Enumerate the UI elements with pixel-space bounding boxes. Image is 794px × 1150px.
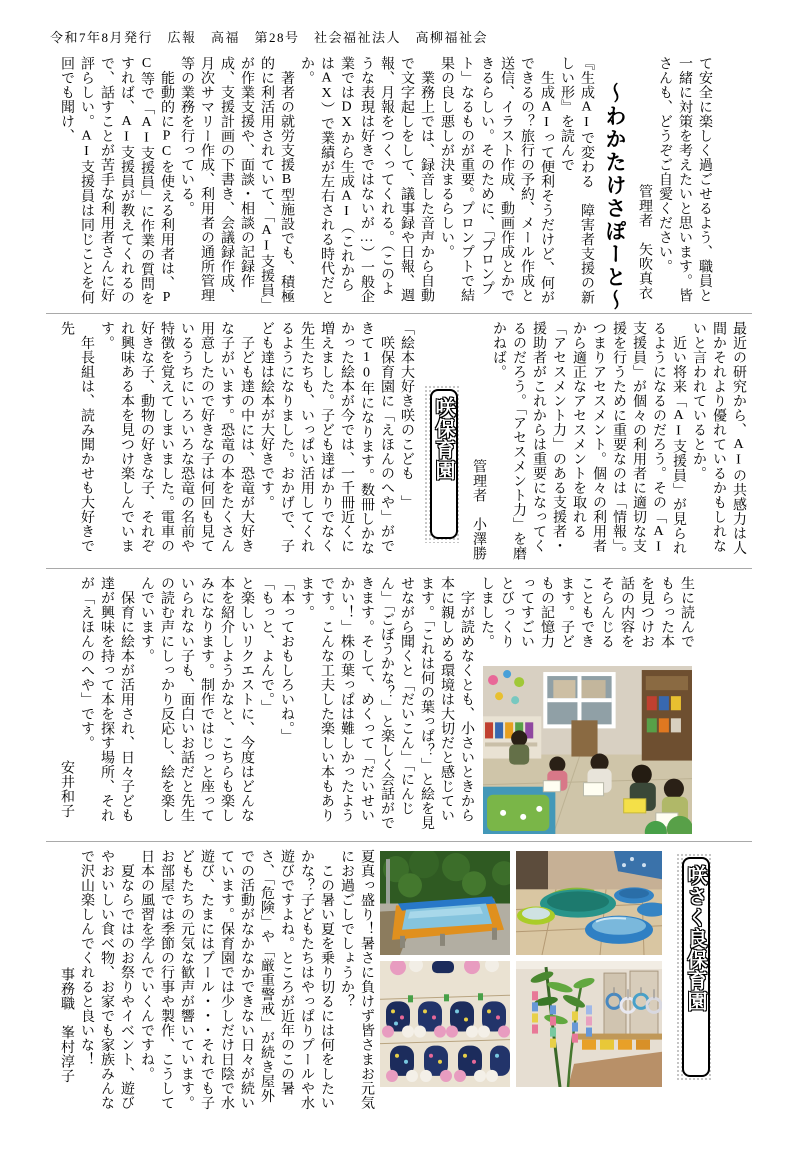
section-saki-hoikuen — [56, 321, 748, 561]
ai-article-paragraph: 近い将来「AI支援員」が見られるようになるのだろう。その「AI支援員」が個々の利用者に適切な支援を行うために重要なのは「情報」。つまりアセスメント。個々の利用者から適正なアセスメントを取れる「アセスメント力」のある支援者・援助者がこれからは重要になってくるのだろう。「アセスメント力」を磨かねば。 — [491, 321, 686, 561]
ehon-article-paragraph: 生に読んでもらった本を見つけお話の内容をそらんじることもできます。子どもの記憶力ってすごいとびっくりしました。 — [479, 576, 694, 649]
section-divider — [46, 841, 752, 842]
section-ehon-continued — [56, 576, 696, 834]
saki-hoikuen-banner-text: 咲保育園 — [430, 389, 458, 539]
ehon-article-paragraph: と楽しいリクエストに、今度はどんな本を紹介しようかなと、こちらも楽しみになります。制作ではじっと座っていられない子も、面白いお話だと先生の読む声にしっかり反応し、絵を楽しんでいます。 — [139, 576, 254, 823]
photo-children-reading — [483, 666, 692, 834]
ehon-article-paragraph: 年長組は、読み聞かせも大好きで先 — [59, 321, 94, 553]
signature-yasui: 安井和子 — [59, 760, 74, 818]
signature-minemura: 事務職 峯村淳子 — [59, 967, 74, 1083]
previous-article-ending: て安全に楽しく過ごせるよう、職員と一緒に対策を考えたいと思います。皆さんも、どうぞご自愛ください。 — [657, 56, 712, 303]
section-divider — [46, 313, 752, 314]
ehon-article-quote: 「もっと、よんで。」 — [259, 576, 274, 714]
ai-article-paragraph: 業務上では、録音した音声から自動で文字起しをして、議事録や日報、週報、月報をつくってくれる。（このような表現は好きではないが…）一般企業ではDXから生成AI（これからはAX）で業績が左右される時代だとか。 — [299, 56, 434, 305]
sakisaku-banner — [676, 853, 712, 1081]
summer-article-paragraph: 夏ならではのお祭りやイベント、遊びやおいしい食べ物、お家でも家族みんなで沢山楽しんでくれると良いな！ — [79, 849, 134, 1110]
photo-crafts — [380, 961, 510, 1087]
photo-basins — [516, 851, 662, 955]
issue-header: 令和7年8月発行 広報 高福 第28号 社会福祉法人 高柳福祉会 — [50, 30, 489, 45]
photo-tanabata — [516, 961, 662, 1087]
ehon-article-paragraph: 字が読めなくとも、小さいときから本に親しめる環境は大切だと感じています。「これは何の葉っぱ？」と絵を見せながら聞くと「だいこん」「にんじん」「ごぼうかな？」と楽しく会話ができます。そして、めくって「だいせいかい！」株の葉っぱは難しかったようです。こんな工夫した楽しい本もあります。 — [299, 576, 474, 830]
signature-ozawa: 管理者 小澤勝 — [471, 459, 486, 561]
photo-grid-summer — [380, 851, 668, 1089]
summer-article-paragraph: この暑い夏を乗り切るには何をしたいかな？子どもたちはやっぱりプールや水遊びですよね。ところが近年のこの暑さ、「危険」や「厳重警戒」が続き屋外での活動がなかなかできない日々が続いています。保育園では少しだけ日陰で水遊び、たまにはプール・・・それでも子どもたちの元気な歓声が響いています。お部屋では季節の行事や製作、こうして日本の風習を学んでいくんですね。 — [139, 849, 334, 1110]
sakisaku-banner-text: 咲さく良保育園 — [682, 857, 710, 1077]
ai-article-paragraph: 生成AIって便利そうだけど、何ができるの？旅行の予約、メール作成と送信、イラスト作成、動画作成とかできるらしい。そのために、「プロンプト」なるものが重要。プロンプトで結果の良し悪しが決まるらしい。 — [439, 56, 554, 305]
ehon-article-paragraph: 咲保育園に「えほんのへや」ができて10年になります。数冊しかなかった絵本が今では、一千冊近くに増えました。子ども達ばかりでなく先生たちも、いっぱい活用してくれるようになりました。おかげで、子ども達は絵本が大好きです。 — [259, 321, 394, 555]
wakatake-title: ～わかたけさぽーと～ — [603, 82, 627, 312]
section-sakisaku — [56, 849, 714, 1111]
ai-article-paragraph: 著者の就労支援B型施設でも、積極的に利活用されていて、「AI支援員」が作業支援や、面談・相談の記録作成、支援計画の下書き、会議録作成、月次サマリー作成、利用者の通所管理等の業務を行っている。 — [179, 56, 294, 305]
ai-article-paragraph: 能動的にPCを使える利用者は、PC等で「AI支援員」に作業の質問をすれば、AI支援員が教えてくれるので、話すことが苦手な利用者さんに好評らしい。AI支援員は同じことを何回でも聞け、 — [59, 56, 174, 306]
signature-yabuki: 管理者 矢吹真衣 — [637, 184, 652, 300]
ai-article-paragraph: 最近の研究から、AIの共感力は人間かそれより優れているかもしれないと言われているとか。 — [691, 321, 746, 555]
summer-article-paragraph: 夏真っ盛り！暑さに負けず皆さまお元気にお過ごしでしょうか？ — [339, 849, 374, 1110]
saki-hoikuen-banner — [424, 385, 460, 543]
photo-pool — [380, 851, 510, 955]
ehon-article-paragraph: 保育に絵本が活用され、日々子ども達が興味を持って本を探す場所、それが「えほんのへや」です。 — [79, 576, 134, 823]
ehon-article-heading: 「絵本大好き咲のこども 」 — [399, 321, 414, 510]
ehon-article-paragraph: 子ども達の中には、恐竜が大好きな子がいます。恐竜の本をたくさん用意したので好きな子は何回も見ているうちにいろいろな恐竜の名前や特徴を覚えてしまいました。電車の好きな子、動物の好きな子、それぞれ興味ある本を見つけ楽しんでいます。 — [99, 321, 254, 553]
section-wakatake-top — [56, 56, 714, 312]
ehon-article-quote: 「本っておもしろいね。」 — [279, 576, 294, 743]
section-divider — [46, 568, 752, 569]
ai-article-heading: 『生成AIで変わる 障害者支援の新しい形』を読んで — [559, 56, 594, 305]
